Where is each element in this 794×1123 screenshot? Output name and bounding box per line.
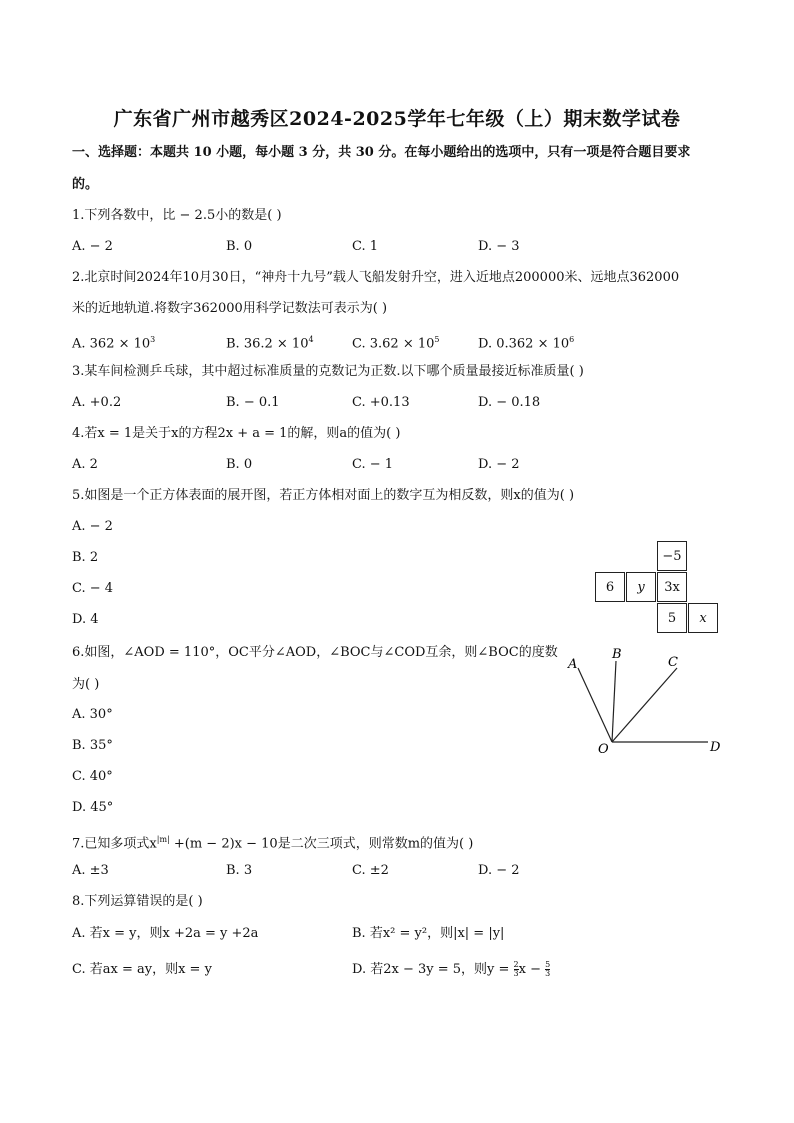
question-2-stem: 2.北京时间2024年10月30日，“神舟十九号”载人飞船发射升空，进入近地点200000米、远地点362000 bbox=[72, 270, 680, 285]
q7-option-a: A. ±3 bbox=[72, 863, 109, 878]
label-o: O bbox=[598, 742, 609, 757]
question-4-stem: 4.若x = 1是关于x的方程2x + a = 1的解，则a的值为( ) bbox=[72, 426, 401, 441]
question-2-stem-cont: 米的近地轨道.将数字362000用科学记数法可表示为( ) bbox=[72, 301, 388, 316]
q7-option-c: C. ±2 bbox=[352, 863, 389, 878]
ray-ob bbox=[612, 661, 616, 742]
q6-option-c: C. 40° bbox=[72, 769, 113, 784]
label-a: A bbox=[568, 657, 578, 672]
label-c: C bbox=[668, 655, 678, 670]
label-d: D bbox=[710, 740, 721, 755]
q8-option-c: C. 若ax = ay，则x = y bbox=[72, 962, 212, 977]
question-7-stem: 7.已知多项式$x^{|m|} +(m - 2)x - 10$是二次三项式，则常数m的值为( ) bbox=[72, 835, 474, 852]
question-6-stem: 6.如图，∠AOD = 110°，OC平分∠AOD，∠BOC与∠COD互余，则∠BOC的度数 bbox=[72, 645, 558, 660]
angle-figure bbox=[560, 645, 730, 760]
q5-option-b: B. 2 bbox=[72, 550, 99, 565]
page-title: 广东省广州市越秀区2024-2025学年七年级（上）期末数学试卷 bbox=[113, 108, 681, 130]
q3-option-b: B. − 0.1 bbox=[226, 395, 280, 410]
q3-option-d: D. − 0.18 bbox=[478, 395, 541, 410]
question-6-stem-cont: 为( ) bbox=[72, 677, 100, 692]
net-cell-y: y bbox=[626, 572, 656, 602]
q3-option-a: A. +0.2 bbox=[72, 395, 122, 410]
cube-net-figure bbox=[595, 541, 720, 635]
q2-option-d: D. $0.362 \times 10^6$ bbox=[478, 335, 575, 352]
q4-option-d: D. − 2 bbox=[478, 457, 520, 472]
net-cell-x: x bbox=[688, 603, 718, 633]
q1-option-b: B. 0 bbox=[226, 239, 253, 254]
q2-option-a: A. $362 \times 10^3$ bbox=[72, 335, 156, 352]
q6-option-d: D. 45° bbox=[72, 800, 114, 815]
ray-oc bbox=[612, 668, 677, 742]
question-5-stem: 5.如图是一个正方体表面的展开图，若正方体相对面上的数字互为相反数，则x的值为( ) bbox=[72, 488, 575, 503]
question-8-stem: 8.下列运算错误的是( ) bbox=[72, 894, 203, 909]
ray-oa bbox=[578, 668, 612, 742]
net-cell-3x: 3x bbox=[657, 572, 687, 602]
q4-option-b: B. 0 bbox=[226, 457, 253, 472]
q8-option-b: B. 若x² = y²，则|x| = |y| bbox=[352, 926, 505, 941]
net-cell-bottom: 5 bbox=[657, 603, 687, 633]
fraction-two-thirds: $\frac{2}{3}$ bbox=[513, 960, 519, 978]
section-heading-cont: 的。 bbox=[72, 177, 99, 192]
q8-option-d: D. 若2x − 3y = 5，则y = $\frac{2}{3}$ x − $\frac{5}{3}$ bbox=[352, 960, 551, 978]
q1-option-c: C. 1 bbox=[352, 239, 379, 254]
q6-option-b: B. 35° bbox=[72, 738, 113, 753]
q1-option-a: A. − 2 bbox=[72, 239, 113, 254]
q7-option-b: B. 3 bbox=[226, 863, 253, 878]
section-heading: 一、选择题：本题共 10 小题，每小题 3 分，共 30 分。在每小题给出的选项中，只有一项是符合题目要求 bbox=[72, 145, 691, 160]
q3-option-c: C. +0.13 bbox=[352, 395, 410, 410]
q5-option-c: C. − 4 bbox=[72, 581, 114, 596]
net-cell-top: −5 bbox=[657, 541, 687, 571]
q7-option-d: D. − 2 bbox=[478, 863, 520, 878]
q4-option-a: A. 2 bbox=[72, 457, 98, 472]
question-3-stem: 3.某车间检测乒乓球，其中超过标准质量的克数记为正数.以下哪个质量最接近标准质量( ) bbox=[72, 364, 584, 379]
question-1-stem: 1.下列各数中，比 − 2.5小的数是( ) bbox=[72, 208, 282, 223]
q6-option-a: A. 30° bbox=[72, 707, 113, 722]
fraction-five-thirds: $\frac{5}{3}$ bbox=[545, 960, 551, 978]
net-cell-left: 6 bbox=[595, 572, 625, 602]
q4-option-c: C. − 1 bbox=[352, 457, 394, 472]
q8-option-a: A. 若x = y，则x +2a = y +2a bbox=[72, 926, 259, 941]
label-b: B bbox=[612, 647, 622, 662]
q5-option-d: D. 4 bbox=[72, 612, 99, 627]
q5-option-a: A. − 2 bbox=[72, 519, 113, 534]
q2-option-b: B. $36.2 \times 10^4$ bbox=[226, 335, 314, 352]
q2-option-c: C. $3.62 \times 10^5$ bbox=[352, 335, 440, 352]
q1-option-d: D. − 3 bbox=[478, 239, 520, 254]
